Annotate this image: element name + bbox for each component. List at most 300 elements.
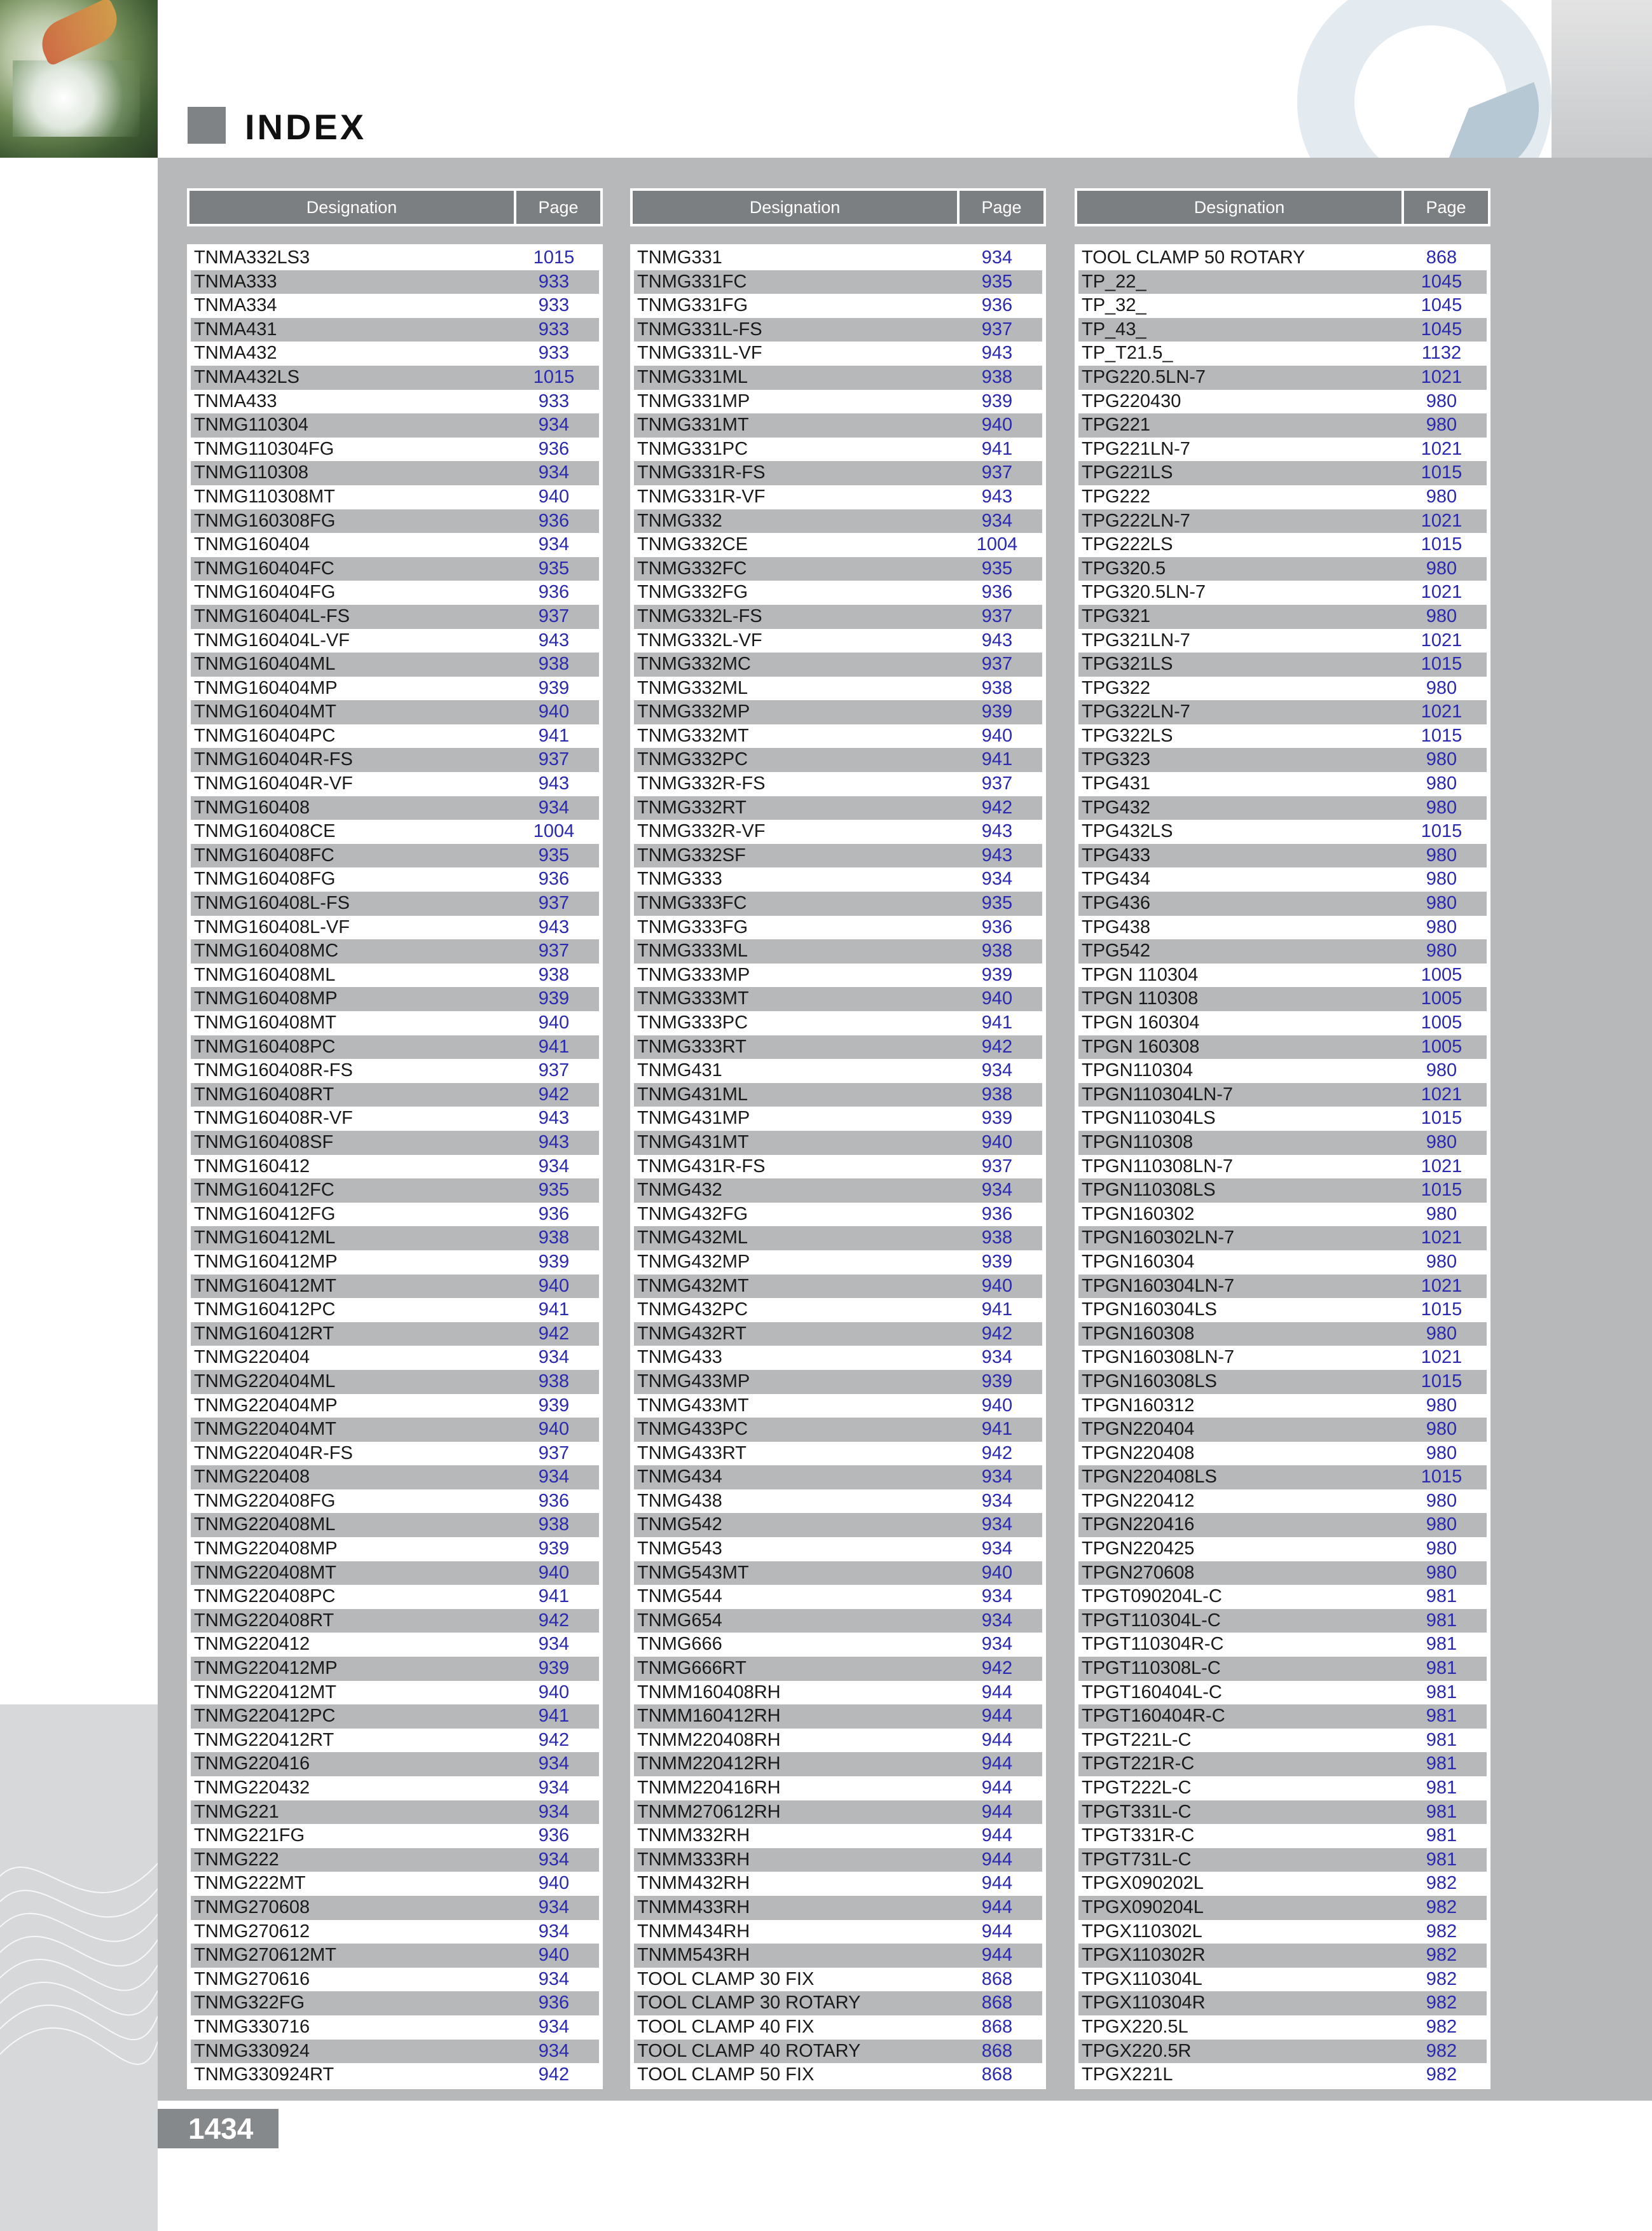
page-link[interactable]: 980 xyxy=(1426,1131,1457,1152)
page-link[interactable]: 942 xyxy=(538,1729,570,1750)
page-link[interactable]: 936 xyxy=(981,1203,1013,1224)
page-link[interactable]: 939 xyxy=(538,1395,570,1416)
page-link[interactable]: 934 xyxy=(538,1921,570,1942)
page-link[interactable]: 942 xyxy=(981,1323,1013,1344)
page-link[interactable]: 1045 xyxy=(1421,271,1463,292)
page-link[interactable]: 944 xyxy=(981,1921,1013,1942)
designation-cell: TNMG322FG xyxy=(194,1993,305,2013)
page-link[interactable]: 937 xyxy=(981,319,1013,340)
page-link[interactable]: 934 xyxy=(981,1586,1013,1607)
page-link[interactable]: 933 xyxy=(538,319,570,340)
page-link[interactable]: 937 xyxy=(538,893,570,914)
page-link[interactable]: 1132 xyxy=(1421,343,1462,364)
designation-cell: TPGT110304L-C xyxy=(1082,1610,1221,1631)
page-link[interactable]: 935 xyxy=(981,893,1013,914)
page-link[interactable]: 944 xyxy=(981,1896,1013,1917)
page-link[interactable]: 944 xyxy=(981,1753,1013,1774)
page-link[interactable]: 980 xyxy=(1426,1251,1457,1272)
index-row xyxy=(1078,1776,1487,1800)
page-link[interactable]: 982 xyxy=(1426,1873,1457,1894)
index-row xyxy=(634,461,1042,485)
page-link[interactable]: 981 xyxy=(1426,1753,1457,1774)
page-link[interactable]: 868 xyxy=(981,1993,1013,2013)
page-link[interactable]: 1015 xyxy=(1421,1467,1463,1488)
page-link[interactable]: 1004 xyxy=(533,821,575,842)
page-link[interactable]: 980 xyxy=(1426,869,1457,890)
page-link[interactable]: 936 xyxy=(538,1825,570,1846)
page-link[interactable]: 937 xyxy=(538,941,570,962)
page-link[interactable]: 940 xyxy=(981,988,1013,1009)
page-link[interactable]: 1015 xyxy=(1421,1371,1463,1392)
page-link[interactable]: 935 xyxy=(981,558,1013,579)
index-row xyxy=(1078,1800,1487,1825)
index-row xyxy=(634,1513,1042,1537)
index-row xyxy=(634,1968,1042,1992)
index-row xyxy=(634,1537,1042,1561)
page-link[interactable]: 934 xyxy=(981,1060,1013,1081)
index-row xyxy=(191,1083,599,1107)
page-link[interactable]: 939 xyxy=(981,964,1013,985)
page-link[interactable]: 933 xyxy=(538,295,570,316)
page-link[interactable]: 940 xyxy=(981,1562,1013,1583)
page-link[interactable]: 940 xyxy=(538,1562,570,1583)
page-link[interactable]: 868 xyxy=(981,2040,1013,2061)
page-link[interactable]: 939 xyxy=(981,701,1013,722)
page-link[interactable]: 980 xyxy=(1426,677,1457,698)
page-link[interactable]: 1015 xyxy=(1421,1180,1463,1201)
page-link[interactable]: 938 xyxy=(981,366,1013,387)
index-row xyxy=(1078,1203,1487,1227)
page-link[interactable]: 937 xyxy=(538,1442,570,1463)
page-link[interactable]: 942 xyxy=(981,1442,1013,1463)
index-row xyxy=(634,772,1042,796)
page-link[interactable]: 1045 xyxy=(1421,319,1463,340)
right-top-decor xyxy=(1552,0,1652,158)
page-link[interactable]: 937 xyxy=(538,605,570,626)
page-link[interactable]: 980 xyxy=(1426,1395,1457,1416)
page-link[interactable]: 981 xyxy=(1426,1586,1457,1607)
page-link[interactable]: 940 xyxy=(981,415,1013,436)
index-row xyxy=(1078,1704,1487,1729)
page-link[interactable]: 980 xyxy=(1426,390,1457,411)
page-link[interactable]: 942 xyxy=(538,2064,570,2085)
page-link[interactable]: 941 xyxy=(538,1586,570,1607)
page-link[interactable]: 938 xyxy=(981,1084,1013,1105)
index-row xyxy=(634,1370,1042,1394)
page-header: Page xyxy=(1404,191,1488,224)
page-link[interactable]: 934 xyxy=(538,2016,570,2037)
page-link[interactable]: 933 xyxy=(538,343,570,364)
designation-cell: TNMG220408ML xyxy=(194,1514,336,1535)
page-link[interactable]: 938 xyxy=(538,1371,570,1392)
page-link[interactable]: 940 xyxy=(981,1131,1013,1152)
page-link[interactable]: 1015 xyxy=(1421,725,1463,746)
page-link[interactable]: 942 xyxy=(538,1610,570,1631)
designation-cell: TNMG332L-FS xyxy=(637,605,762,626)
page-link[interactable]: 934 xyxy=(538,534,570,555)
designation-cell: TNMG431MT xyxy=(637,1131,749,1152)
page-link[interactable]: 868 xyxy=(1426,247,1457,268)
page-link[interactable]: 1015 xyxy=(1421,534,1463,555)
page-link[interactable]: 981 xyxy=(1426,1825,1457,1846)
index-row xyxy=(191,867,599,892)
page-link[interactable]: 980 xyxy=(1426,1514,1457,1535)
page-link[interactable]: 934 xyxy=(538,1778,570,1798)
page-link[interactable]: 939 xyxy=(981,1108,1013,1129)
designation-cell: TNMG160404MP xyxy=(194,677,338,698)
page-link[interactable]: 937 xyxy=(981,773,1013,794)
page-link[interactable]: 980 xyxy=(1426,605,1457,626)
page-link[interactable]: 868 xyxy=(981,1968,1013,1989)
page-link[interactable]: 1021 xyxy=(1421,1227,1463,1248)
index-row xyxy=(191,1489,599,1514)
page-link[interactable]: 980 xyxy=(1426,773,1457,794)
page-link[interactable]: 941 xyxy=(981,1299,1013,1320)
designation-header: Designation xyxy=(189,191,514,224)
index-row xyxy=(191,1633,599,1657)
designation-cell: TPG322LN-7 xyxy=(1082,701,1190,722)
page-link[interactable]: 938 xyxy=(981,941,1013,962)
page-link[interactable]: 1021 xyxy=(1421,1156,1463,1177)
page-link[interactable]: 934 xyxy=(538,797,570,818)
index-row xyxy=(634,1322,1042,1346)
page-link[interactable]: 982 xyxy=(1426,2040,1457,2061)
page-link[interactable]: 939 xyxy=(538,677,570,698)
index-row xyxy=(634,438,1042,462)
page-link[interactable]: 981 xyxy=(1426,1706,1457,1727)
page-link[interactable]: 1005 xyxy=(1421,1036,1463,1057)
page-link[interactable]: 940 xyxy=(538,1682,570,1703)
page-link[interactable]: 1021 xyxy=(1421,1084,1463,1105)
page-link[interactable]: 980 xyxy=(1426,1562,1457,1583)
page-link[interactable]: 934 xyxy=(538,1467,570,1488)
index-row xyxy=(634,796,1042,820)
designation-cell: TNMG438 xyxy=(637,1490,722,1511)
page-link[interactable]: 934 xyxy=(538,1968,570,1989)
page-link[interactable]: 980 xyxy=(1426,486,1457,507)
page-link[interactable]: 934 xyxy=(538,1896,570,1917)
page-link[interactable]: 944 xyxy=(981,1801,1013,1822)
index-row xyxy=(1078,1633,1487,1657)
page-link[interactable]: 936 xyxy=(538,1490,570,1511)
page-link[interactable]: 943 xyxy=(981,486,1013,507)
page-link[interactable]: 1021 xyxy=(1421,701,1463,722)
page-link[interactable]: 1015 xyxy=(1421,654,1463,675)
index-row xyxy=(191,270,599,294)
page-link[interactable]: 944 xyxy=(981,1825,1013,1846)
page-link[interactable]: 941 xyxy=(538,725,570,746)
page-link[interactable]: 940 xyxy=(981,725,1013,746)
page-link[interactable]: 942 xyxy=(538,1323,570,1344)
page-link[interactable]: 934 xyxy=(538,415,570,436)
page-link[interactable]: 936 xyxy=(538,582,570,603)
page-link[interactable]: 938 xyxy=(538,1514,570,1535)
page-link[interactable]: 933 xyxy=(538,271,570,292)
page-link[interactable]: 944 xyxy=(981,1706,1013,1727)
page-link[interactable]: 1021 xyxy=(1421,1347,1463,1368)
page-link[interactable]: 939 xyxy=(538,1658,570,1679)
page-link[interactable]: 937 xyxy=(981,462,1013,483)
page-link[interactable]: 1021 xyxy=(1421,366,1463,387)
page-link[interactable]: 1021 xyxy=(1421,630,1463,651)
page-number: 1434 xyxy=(158,2109,279,2148)
page-link[interactable]: 940 xyxy=(981,1275,1013,1296)
page-link[interactable]: 981 xyxy=(1426,1849,1457,1870)
page-link[interactable]: 940 xyxy=(538,1873,570,1894)
designation-cell: TNMA332LS3 xyxy=(194,247,310,268)
page-link[interactable]: 940 xyxy=(538,1419,570,1440)
page-link[interactable]: 982 xyxy=(1426,1945,1457,1966)
page-link[interactable]: 981 xyxy=(1426,1682,1457,1703)
page-link[interactable]: 941 xyxy=(981,749,1013,770)
designation-cell: TNMG543 xyxy=(637,1538,722,1559)
page-link[interactable]: 942 xyxy=(981,797,1013,818)
page-link[interactable]: 938 xyxy=(538,654,570,675)
page-link[interactable]: 935 xyxy=(538,1180,570,1201)
page-link[interactable]: 981 xyxy=(1426,1801,1457,1822)
page-link[interactable]: 941 xyxy=(981,1012,1013,1033)
page-link[interactable]: 1015 xyxy=(1421,462,1463,483)
page-link[interactable]: 937 xyxy=(981,605,1013,626)
page-link[interactable]: 1021 xyxy=(1421,582,1463,603)
page-link[interactable]: 943 xyxy=(538,1108,570,1129)
page-link[interactable]: 943 xyxy=(981,821,1013,842)
page-link[interactable]: 934 xyxy=(538,1634,570,1655)
page-link[interactable]: 980 xyxy=(1426,941,1457,962)
page-link[interactable]: 934 xyxy=(538,1347,570,1368)
page-link[interactable]: 981 xyxy=(1426,1634,1457,1655)
page-link[interactable]: 982 xyxy=(1426,1968,1457,1989)
page-link[interactable]: 939 xyxy=(538,988,570,1009)
page-link[interactable]: 934 xyxy=(981,247,1013,268)
page-link[interactable]: 981 xyxy=(1426,1778,1457,1798)
page-link[interactable]: 980 xyxy=(1426,558,1457,579)
page-link[interactable]: 939 xyxy=(538,1251,570,1272)
page-link[interactable]: 937 xyxy=(981,1156,1013,1177)
page-link[interactable]: 980 xyxy=(1426,1538,1457,1559)
page-link[interactable]: 943 xyxy=(538,630,570,651)
designation-cell: TNMG110308MT xyxy=(194,486,335,507)
page-link[interactable]: 941 xyxy=(538,1706,570,1727)
page-link[interactable]: 1005 xyxy=(1421,1012,1463,1033)
page-link[interactable]: 943 xyxy=(981,343,1013,364)
page-link[interactable]: 940 xyxy=(538,486,570,507)
page-link[interactable]: 1004 xyxy=(976,534,1018,555)
page-link[interactable]: 1021 xyxy=(1421,438,1463,459)
designation-cell: TNMM332RH xyxy=(637,1825,750,1846)
page-link[interactable]: 934 xyxy=(538,1156,570,1177)
designation-cell: TOOL CLAMP 40 FIX xyxy=(637,2016,815,2037)
page-link[interactable]: 938 xyxy=(981,677,1013,698)
designation-cell: TNMG332ML xyxy=(637,677,748,698)
page-link[interactable]: 980 xyxy=(1426,1442,1457,1463)
page-link[interactable]: 940 xyxy=(538,1275,570,1296)
page-link[interactable]: 1015 xyxy=(533,247,575,268)
page-link[interactable]: 941 xyxy=(981,438,1013,459)
page-link[interactable]: 934 xyxy=(538,1849,570,1870)
page-link[interactable]: 939 xyxy=(981,1251,1013,1272)
index-row xyxy=(1078,1011,1487,1035)
page-link[interactable]: 934 xyxy=(538,2040,570,2061)
page-link[interactable]: 982 xyxy=(1426,1993,1457,2013)
page-link[interactable]: 936 xyxy=(538,1993,570,2013)
page-link[interactable]: 934 xyxy=(981,1610,1013,1631)
index-row xyxy=(191,1155,599,1179)
page-link[interactable]: 980 xyxy=(1426,893,1457,914)
column-header xyxy=(630,188,1046,226)
page-link[interactable]: 936 xyxy=(538,869,570,890)
page-link[interactable]: 944 xyxy=(981,1729,1013,1750)
page-link[interactable]: 982 xyxy=(1426,2064,1457,2085)
designation-cell: TNMG432RT xyxy=(637,1323,747,1344)
page-link[interactable]: 980 xyxy=(1426,1323,1457,1344)
page-link[interactable]: 980 xyxy=(1426,916,1457,937)
index-row xyxy=(191,964,599,988)
page-link[interactable]: 1015 xyxy=(1421,821,1463,842)
page-link[interactable]: 934 xyxy=(981,1467,1013,1488)
page-link[interactable]: 944 xyxy=(981,1849,1013,1870)
page-link[interactable]: 938 xyxy=(981,1227,1013,1248)
page-link[interactable]: 1021 xyxy=(1421,1275,1463,1296)
index-row xyxy=(191,1896,599,1920)
designation-cell: TNMG220408MT xyxy=(194,1562,337,1583)
page-link[interactable]: 981 xyxy=(1426,1658,1457,1679)
page-link[interactable]: 934 xyxy=(538,462,570,483)
page-link[interactable]: 941 xyxy=(981,1419,1013,1440)
page-link[interactable]: 1045 xyxy=(1421,295,1463,316)
page-link[interactable]: 936 xyxy=(981,582,1013,603)
page-link[interactable]: 940 xyxy=(538,1012,570,1033)
page-link[interactable]: 868 xyxy=(981,2064,1013,2085)
designation-cell: TNMG432FG xyxy=(637,1203,748,1224)
page-link[interactable]: 982 xyxy=(1426,2016,1457,2037)
page-link[interactable]: 934 xyxy=(538,1753,570,1774)
page-link[interactable]: 943 xyxy=(981,845,1013,866)
page-link[interactable]: 943 xyxy=(538,1131,570,1152)
page-link[interactable]: 1021 xyxy=(1421,510,1463,531)
designation-cell: TPG321LS xyxy=(1082,654,1173,675)
designation-cell: TNMG220408RT xyxy=(194,1610,334,1631)
page-link[interactable]: 938 xyxy=(538,1227,570,1248)
page-link[interactable]: 934 xyxy=(981,1180,1013,1201)
designation-cell: TNMG220412MP xyxy=(194,1658,338,1679)
designation-cell: TPG220430 xyxy=(1082,390,1181,411)
page-link[interactable]: 937 xyxy=(981,654,1013,675)
page-link[interactable]: 942 xyxy=(981,1658,1013,1679)
designation-cell: TNMG431 xyxy=(637,1060,722,1081)
page-link[interactable]: 981 xyxy=(1426,1610,1457,1631)
page-link[interactable]: 943 xyxy=(981,630,1013,651)
designation-cell: TPG322LS xyxy=(1082,725,1173,746)
index-row xyxy=(191,1465,599,1489)
designation-cell: TNMG160408L-VF xyxy=(194,916,350,937)
index-row xyxy=(1078,916,1487,940)
page-link[interactable]: 941 xyxy=(538,1299,570,1320)
page-link[interactable]: 1005 xyxy=(1421,988,1463,1009)
page-link[interactable]: 941 xyxy=(538,1036,570,1057)
index-row xyxy=(1078,1513,1487,1537)
page-link[interactable]: 1015 xyxy=(533,366,575,387)
page-link[interactable]: 934 xyxy=(981,1634,1013,1655)
designation-cell: TNMG221FG xyxy=(194,1825,305,1846)
page-link[interactable]: 938 xyxy=(538,964,570,985)
index-row xyxy=(634,509,1042,534)
page-link[interactable]: 1015 xyxy=(1421,1108,1463,1129)
page-link[interactable]: 937 xyxy=(538,1060,570,1081)
page-link[interactable]: 936 xyxy=(538,438,570,459)
page-link[interactable]: 935 xyxy=(538,845,570,866)
page-link[interactable]: 942 xyxy=(538,1084,570,1105)
page-link[interactable]: 934 xyxy=(981,869,1013,890)
page-link[interactable]: 980 xyxy=(1426,1060,1457,1081)
page-link[interactable]: 939 xyxy=(981,1371,1013,1392)
page-link[interactable]: 944 xyxy=(981,1682,1013,1703)
index-row xyxy=(1078,1370,1487,1394)
page-link[interactable]: 936 xyxy=(538,1203,570,1224)
page-link[interactable]: 980 xyxy=(1426,845,1457,866)
page-link[interactable]: 980 xyxy=(1426,1419,1457,1440)
page-link[interactable]: 940 xyxy=(538,1945,570,1966)
page-link[interactable]: 935 xyxy=(981,271,1013,292)
page-link[interactable]: 942 xyxy=(981,1036,1013,1057)
designation-cell: TNMG333 xyxy=(637,869,722,890)
page-link[interactable]: 940 xyxy=(981,1395,1013,1416)
index-row xyxy=(634,605,1042,629)
page-link[interactable]: 944 xyxy=(981,1873,1013,1894)
page-link[interactable]: 936 xyxy=(981,295,1013,316)
page-link[interactable]: 935 xyxy=(538,558,570,579)
designation-cell: TNMG220404R-FS xyxy=(194,1442,353,1463)
page-link[interactable]: 980 xyxy=(1426,1490,1457,1511)
page-link[interactable]: 944 xyxy=(981,1778,1013,1798)
page-link[interactable]: 934 xyxy=(981,1347,1013,1368)
page-link[interactable]: 934 xyxy=(981,1514,1013,1535)
page-link[interactable]: 934 xyxy=(538,1801,570,1822)
designation-cell: TNMG160408R-VF xyxy=(194,1108,353,1129)
page-link[interactable]: 982 xyxy=(1426,1921,1457,1942)
page-link[interactable]: 934 xyxy=(981,1490,1013,1511)
page-link[interactable]: 936 xyxy=(981,916,1013,937)
page-link[interactable]: 936 xyxy=(538,510,570,531)
page-link[interactable]: 940 xyxy=(538,701,570,722)
designation-cell: TPG431 xyxy=(1082,773,1150,794)
index-list xyxy=(1075,244,1490,2089)
page-link[interactable]: 1015 xyxy=(1421,1299,1463,1320)
page-link[interactable]: 980 xyxy=(1426,415,1457,436)
page-link[interactable]: 934 xyxy=(981,510,1013,531)
designation-cell: TNMG544 xyxy=(637,1586,722,1607)
page-link[interactable]: 1005 xyxy=(1421,964,1463,985)
page-link[interactable]: 934 xyxy=(981,1538,1013,1559)
page-link[interactable]: 868 xyxy=(981,2016,1013,2037)
designation-cell: TPGN270608 xyxy=(1082,1562,1195,1583)
page-link[interactable]: 943 xyxy=(538,773,570,794)
page-link[interactable]: 939 xyxy=(981,390,1013,411)
page-link[interactable]: 939 xyxy=(538,1538,570,1559)
page-link[interactable]: 980 xyxy=(1426,797,1457,818)
page-link[interactable]: 943 xyxy=(538,916,570,937)
page-link[interactable]: 937 xyxy=(538,749,570,770)
page-link[interactable]: 980 xyxy=(1426,1203,1457,1224)
page-link[interactable]: 944 xyxy=(981,1945,1013,1966)
page-link[interactable]: 980 xyxy=(1426,749,1457,770)
page-link[interactable]: 933 xyxy=(538,390,570,411)
designation-cell: TNMG433RT xyxy=(637,1442,747,1463)
page-link[interactable]: 982 xyxy=(1426,1896,1457,1917)
page-link[interactable]: 981 xyxy=(1426,1729,1457,1750)
designation-cell: TNMG666 xyxy=(637,1634,722,1655)
designation-cell: TNMG331MP xyxy=(637,390,750,411)
